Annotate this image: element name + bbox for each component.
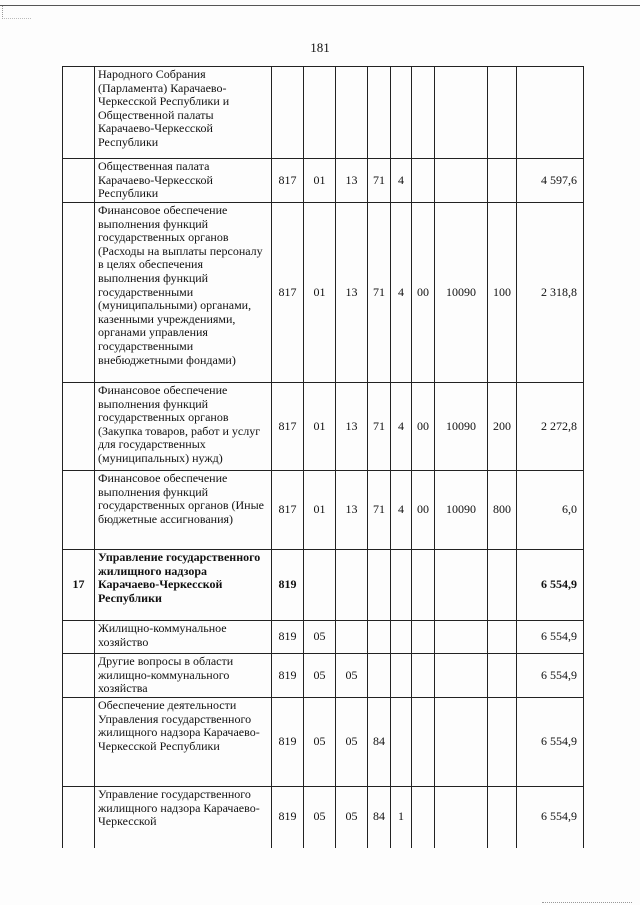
table-row xyxy=(63,383,584,471)
table-row xyxy=(63,621,584,654)
scan-artifact xyxy=(542,902,632,903)
page-number: 181 xyxy=(310,40,330,55)
row-number xyxy=(63,67,95,159)
code-program: 84 xyxy=(368,698,391,787)
code-subsection: 05 xyxy=(336,698,368,787)
item-name: Финансовое обеспечение выполнения функций государственных органов (Иные бюджетные ассигнования) xyxy=(95,471,272,550)
row-number xyxy=(63,654,95,698)
code-ministry: 819 xyxy=(272,698,304,787)
code-program xyxy=(368,654,391,698)
row-number xyxy=(63,621,95,654)
code-direction xyxy=(435,787,488,848)
item-name: Управление государственного жилищного надзора Карачаево-Черкесской xyxy=(95,787,272,848)
code-subsection: 13 xyxy=(336,471,368,550)
code-section: 05 xyxy=(304,654,336,698)
code-program xyxy=(368,550,391,621)
table-row xyxy=(63,203,584,383)
item-name: Финансовое обеспечение выполнения функций государственных органов (Расходы на выплаты персоналу в целях обеспечения выполнения функций государственными (муниципальными) органами, казенными учреждениями, органами управления государственными внебюджетными фондами) xyxy=(95,203,272,383)
code-main: 00 xyxy=(412,203,435,383)
code-program: 71 xyxy=(368,471,391,550)
row-number xyxy=(63,203,95,383)
table-row xyxy=(63,159,584,203)
code-expense-type xyxy=(488,654,517,698)
amount: 6 554,9 xyxy=(517,550,584,621)
code-section: 01 xyxy=(304,203,336,383)
code-subsection: 13 xyxy=(336,159,368,203)
amount: 6 554,9 xyxy=(517,698,584,787)
code-subprogram xyxy=(391,698,412,787)
row-number xyxy=(63,383,95,471)
code-subsection: 05 xyxy=(336,654,368,698)
code-program: 71 xyxy=(368,203,391,383)
item-name: Управление государственного жилищного надзора Карачаево-Черкесской Республики xyxy=(95,550,272,621)
code-expense-type: 100 xyxy=(488,203,517,383)
code-subprogram xyxy=(391,621,412,654)
code-program: 71 xyxy=(368,383,391,471)
code-subprogram: 1 xyxy=(391,787,412,848)
code-section: 05 xyxy=(304,621,336,654)
code-subsection xyxy=(336,621,368,654)
amount: 6 554,9 xyxy=(517,787,584,848)
amount: 2 318,8 xyxy=(517,203,584,383)
amount: 6 554,9 xyxy=(517,654,584,698)
row-number xyxy=(63,471,95,550)
code-main xyxy=(412,787,435,848)
code-ministry: 817 xyxy=(272,203,304,383)
code-section: 01 xyxy=(304,383,336,471)
code-ministry: 819 xyxy=(272,787,304,848)
code-program: 84 xyxy=(368,787,391,848)
code-subprogram: 4 xyxy=(391,159,412,203)
table-row xyxy=(63,698,584,787)
code-section xyxy=(304,550,336,621)
table-row xyxy=(63,654,584,698)
code-subsection: 05 xyxy=(336,787,368,848)
code-program: 71 xyxy=(368,159,391,203)
scan-artifact xyxy=(2,6,31,19)
row-number xyxy=(63,698,95,787)
code-subsection xyxy=(336,550,368,621)
table-row xyxy=(63,787,584,848)
code-section xyxy=(304,67,336,159)
code-subprogram: 4 xyxy=(391,203,412,383)
code-direction xyxy=(435,698,488,787)
row-number: 17 xyxy=(63,550,95,621)
code-direction xyxy=(435,67,488,159)
amount xyxy=(517,67,584,159)
table-row xyxy=(63,471,584,550)
code-program xyxy=(368,621,391,654)
code-main xyxy=(412,698,435,787)
item-name: Финансовое обеспечение выполнения функций государственных органов (Закупка товаров, работ и услуг для государственных (муниципальных) нужд) xyxy=(95,383,272,471)
item-name: Другие вопросы в области жилищно-коммунального хозяйства xyxy=(95,654,272,698)
code-subsection xyxy=(336,67,368,159)
code-subprogram xyxy=(391,654,412,698)
budget-table xyxy=(62,66,584,848)
item-name: Общественная палата Карачаево-Черкесской Республики xyxy=(95,159,272,203)
item-name: Жилищно-коммунальное хозяйство xyxy=(95,621,272,654)
code-ministry: 817 xyxy=(272,159,304,203)
code-section: 05 xyxy=(304,698,336,787)
code-ministry: 819 xyxy=(272,621,304,654)
code-direction xyxy=(435,159,488,203)
row-number xyxy=(63,787,95,848)
code-main: 00 xyxy=(412,471,435,550)
item-name: Обеспечение деятельности Управления государственного жилищного надзора Карачаево-Черкесской Республики xyxy=(95,698,272,787)
code-section: 05 xyxy=(304,787,336,848)
table-row xyxy=(63,550,584,621)
code-subprogram: 4 xyxy=(391,383,412,471)
code-expense-type xyxy=(488,550,517,621)
code-expense-type xyxy=(488,621,517,654)
code-subsection: 13 xyxy=(336,203,368,383)
code-expense-type xyxy=(488,159,517,203)
code-main xyxy=(412,159,435,203)
code-section: 01 xyxy=(304,159,336,203)
code-direction xyxy=(435,621,488,654)
table-body xyxy=(63,67,584,848)
amount: 2 272,8 xyxy=(517,383,584,471)
code-expense-type xyxy=(488,787,517,848)
code-direction: 10090 xyxy=(435,203,488,383)
row-number xyxy=(63,159,95,203)
amount: 6,0 xyxy=(517,471,584,550)
code-ministry xyxy=(272,67,304,159)
code-direction xyxy=(435,550,488,621)
code-expense-type: 800 xyxy=(488,471,517,550)
code-subprogram: 4 xyxy=(391,471,412,550)
code-main xyxy=(412,550,435,621)
code-main: 00 xyxy=(412,383,435,471)
code-main xyxy=(412,621,435,654)
item-name: Народного Собрания (Парламента) Карачаево-Черкесской Республики и Общественной палаты Карачаево-Черкесской Республики xyxy=(95,67,272,159)
code-direction: 10090 xyxy=(435,383,488,471)
code-direction xyxy=(435,654,488,698)
code-program xyxy=(368,67,391,159)
code-ministry: 819 xyxy=(272,550,304,621)
code-subprogram xyxy=(391,550,412,621)
amount: 4 597,6 xyxy=(517,159,584,203)
code-subprogram xyxy=(391,67,412,159)
code-main xyxy=(412,654,435,698)
code-ministry: 817 xyxy=(272,471,304,550)
table-row xyxy=(63,67,584,159)
code-expense-type xyxy=(488,698,517,787)
code-subsection: 13 xyxy=(336,383,368,471)
code-main xyxy=(412,67,435,159)
code-ministry: 819 xyxy=(272,654,304,698)
code-section: 01 xyxy=(304,471,336,550)
code-ministry: 817 xyxy=(272,383,304,471)
amount: 6 554,9 xyxy=(517,621,584,654)
scan-top-border xyxy=(0,5,640,6)
code-expense-type: 200 xyxy=(488,383,517,471)
code-direction: 10090 xyxy=(435,471,488,550)
code-expense-type xyxy=(488,67,517,159)
